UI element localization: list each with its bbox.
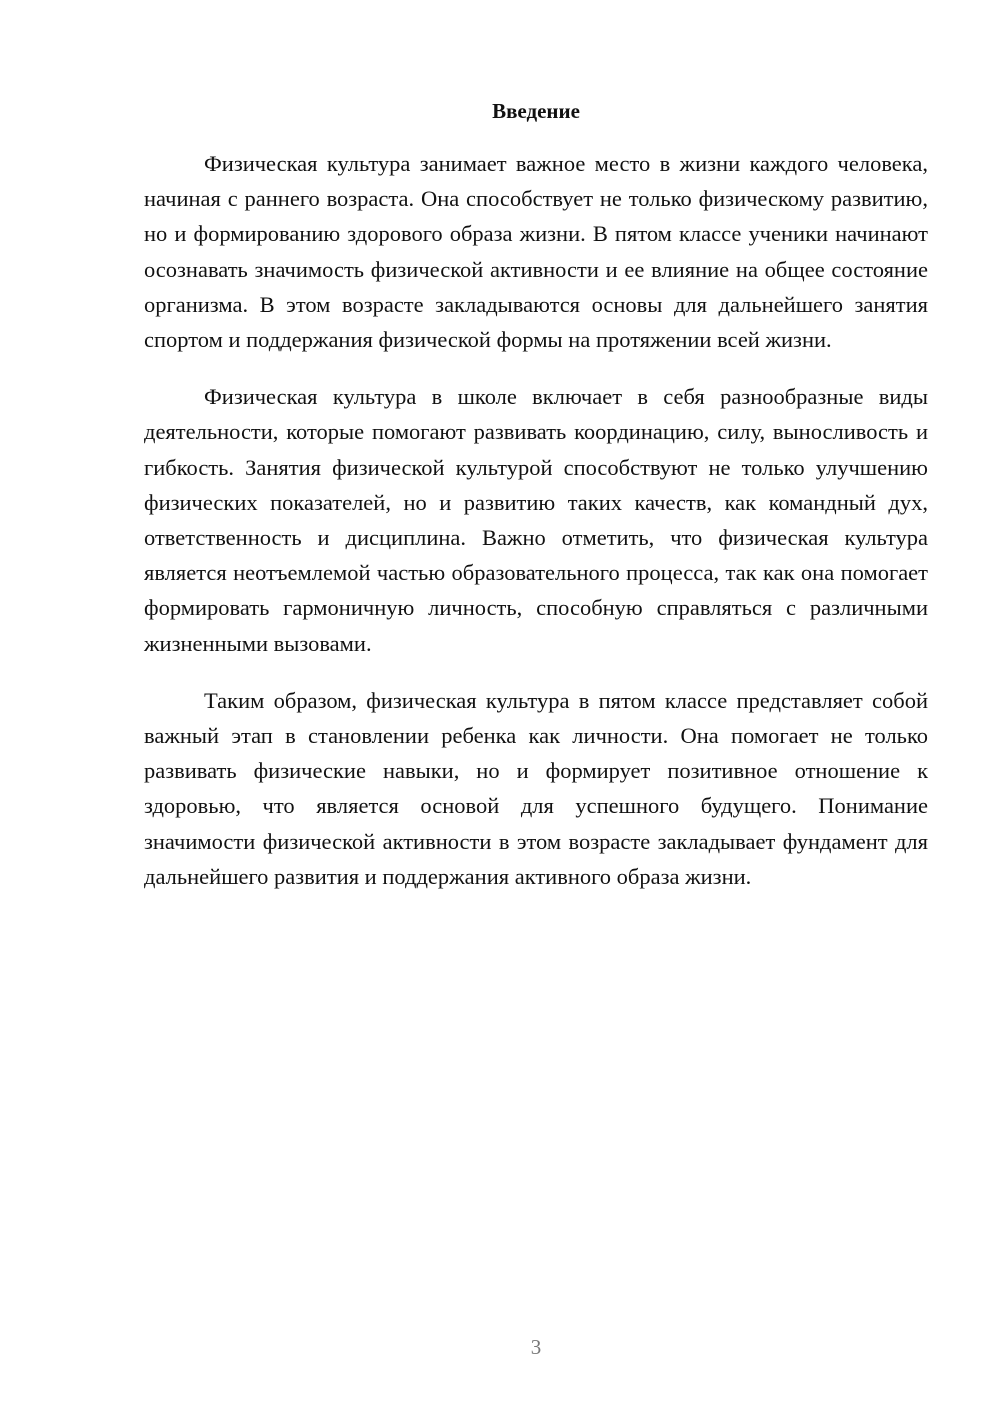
paragraph-3: Таким образом, физическая культура в пятом классе представляет собой важный этап в становлении ребенка как личности. Она помогает не только развивать физические навыки, но и формирует позитивное отношение к здоровью, что является основой для успешного будущего. Понимание значимости физической активности в этом возрасте закладывает фундамент для дальнейшего развития и поддержания активного образа жизни. (144, 687, 928, 889)
paragraph-1: Физическая культура занимает важное место в жизни каждого человека, начиная с раннего возраста. Она способствует не только физическому развитию, но и формированию здорового образа жизни. В пятом классе ученики начинают осознавать значимость физической активности и ее влияние на общее состояние организма. В этом возрасте закладываются основы для дальнейшего занятия спортом и поддержания физической формы на протяжении всей жизни. (144, 151, 928, 353)
page-number: 3 (530, 1335, 542, 1359)
page-content (144, 96, 928, 916)
section-title: Введение (492, 99, 580, 123)
paragraph-2: Физическая культура в школе включает в себя разнообразные виды деятельности, которые помогают развивать координацию, силу, выносливость и гибкость. Занятия физической культурой способствуют не только улучшению физических показателей, но и развитию таких качеств, как командный дух, ответственность и дисциплина. Важно отметить, что физическая культура является неотъемлемой частью образовательного процесса, так как она помогает формировать гармоничную личность, способную справляться с различными жизненными вызовами. (144, 384, 928, 656)
